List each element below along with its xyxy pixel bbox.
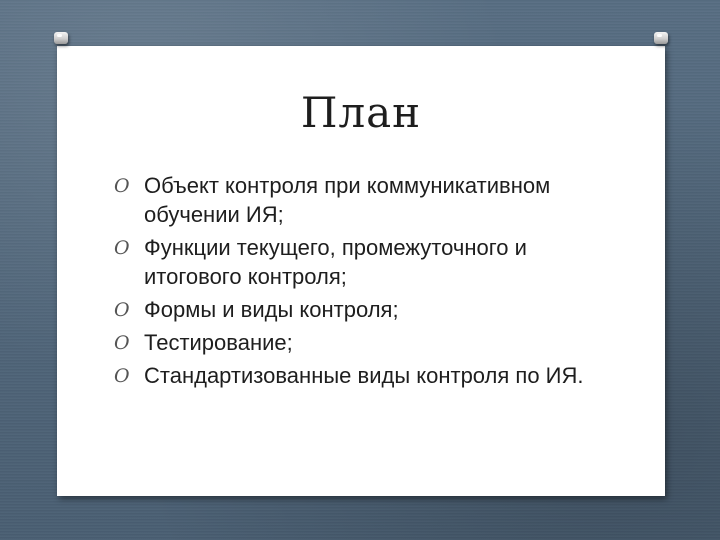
list-item (112, 233, 612, 291)
list-item-text: Функции текущего, промежуточного и итогового контроля; (144, 235, 527, 289)
list-item-text: Объект контроля при коммуникативном обучении ИЯ; (144, 173, 551, 227)
list-item (112, 361, 612, 390)
list-item (112, 328, 612, 357)
bullet-icon: O (114, 332, 130, 354)
bullet-icon: O (114, 365, 130, 387)
list-item-text: Стандартизованные виды контроля по ИЯ. (144, 363, 584, 388)
bullet-icon: O (114, 299, 130, 321)
pushpin-icon (652, 32, 670, 48)
list-item (112, 171, 612, 229)
list-item-text: Формы и виды контроля; (144, 297, 399, 322)
bullet-list (112, 171, 612, 394)
bullet-icon: O (114, 175, 130, 197)
bullet-icon: O (114, 237, 130, 259)
list-item-text: Тестирование; (144, 330, 293, 355)
slide-title: План (300, 88, 422, 137)
list-item (112, 295, 612, 324)
pushpin-icon (52, 32, 70, 48)
